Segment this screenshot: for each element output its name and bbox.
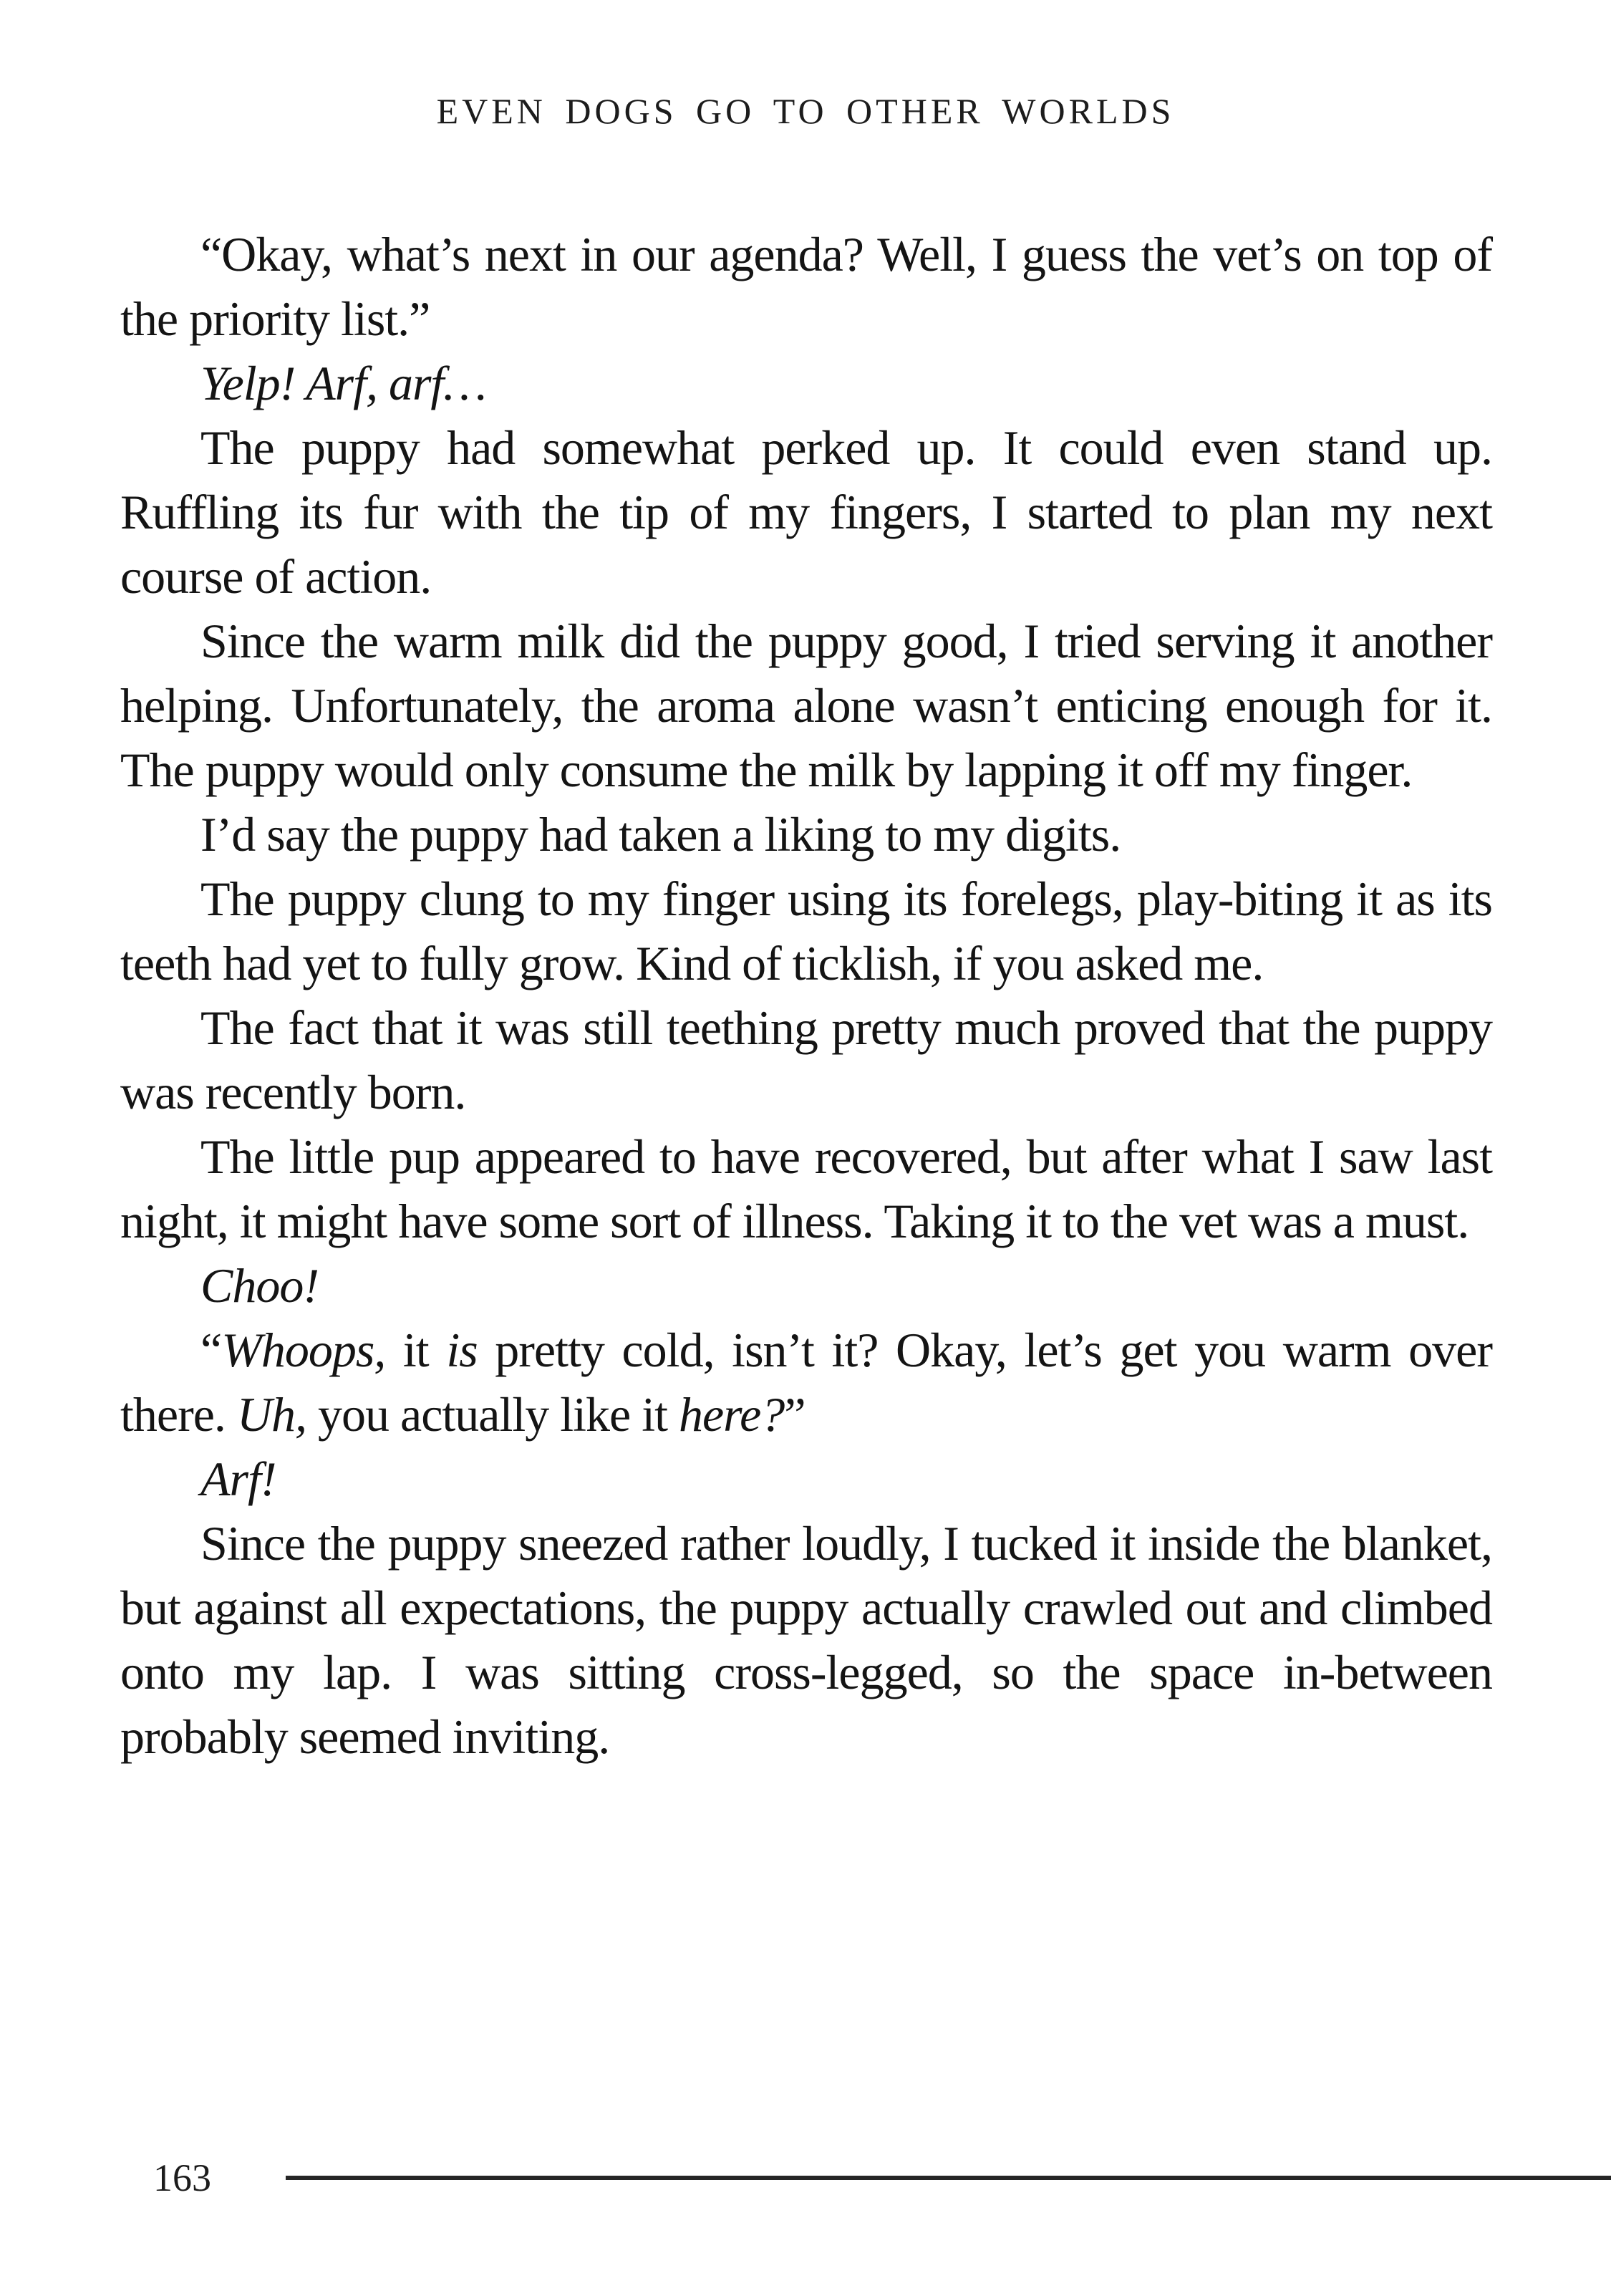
- text-run: The little pup appeared to have recovered, but after what I saw last night, it might have some sort of illness. Taking it to the vet was a must.: [120, 1129, 1492, 1248]
- italic-text-run: Uh,: [236, 1387, 307, 1442]
- text-run: I’d say the puppy had taken a liking to my digits.: [200, 807, 1121, 862]
- paragraph: [120, 1511, 1492, 1769]
- italic-text-run: is: [446, 1323, 478, 1377]
- text-run: “Okay, what’s next in our agenda? Well, I guess the vet’s on top of the priority list.”: [120, 227, 1492, 346]
- italic-text-run: Yelp! Arf, arf…: [200, 356, 486, 410]
- footer-rule: [286, 2176, 1611, 2180]
- page-number: 163: [153, 2156, 211, 2199]
- italic-text-run: Arf!: [200, 1452, 276, 1506]
- text-run: Since the puppy sneezed rather loudly, I tucked it inside the blanket, but against all expectations, the puppy actually crawled out and climbed onto my lap. I was sitting cross-legged, so the space in-between probably seemed inviting.: [120, 1516, 1492, 1764]
- paragraph: [120, 415, 1492, 609]
- paragraph: [120, 222, 1492, 351]
- paragraph: [120, 802, 1492, 867]
- body-text-block: [120, 222, 1492, 1769]
- paragraph: [120, 1447, 1492, 1511]
- paragraph: [120, 1318, 1492, 1447]
- paragraph: [120, 867, 1492, 995]
- italic-text-run: here?: [679, 1387, 785, 1442]
- text-run: it: [385, 1323, 447, 1377]
- text-run: Since the warm milk did the puppy good, I tried serving it another helping. Unfortunately, the aroma alone wasn’t enticing enough for it. The puppy would only consume the milk by lapping it off my finger.: [120, 614, 1492, 797]
- text-run: “: [200, 1323, 222, 1377]
- text-run: The puppy clung to my finger using its forelegs, play-biting it as its teeth had yet to fully grow. Kind of ticklish, if you asked me.: [120, 872, 1492, 990]
- italic-text-run: Whoops,: [221, 1323, 386, 1377]
- text-run: The fact that it was still teething pretty much proved that the puppy was recently born.: [120, 1000, 1492, 1119]
- text-run: you actually like it: [306, 1387, 679, 1442]
- paragraph: [120, 1124, 1492, 1253]
- paragraph: [120, 351, 1492, 415]
- running-header-title: EVEN DOGS GO TO OTHER WORLDS: [436, 91, 1175, 131]
- italic-text-run: Choo!: [200, 1258, 319, 1313]
- text-run: pretty cold, isn’t it? Okay, let’s get you warm over there.: [120, 1323, 1492, 1442]
- paragraph: [120, 1253, 1492, 1318]
- text-run: The puppy had somewhat perked up. It could even stand up. Ruffling its fur with the tip of my fingers, I started to plan my next course of action.: [120, 420, 1492, 604]
- text-run: ”: [784, 1387, 806, 1442]
- paragraph: [120, 995, 1492, 1124]
- paragraph: [120, 609, 1492, 802]
- page-footer: [153, 2153, 1611, 2203]
